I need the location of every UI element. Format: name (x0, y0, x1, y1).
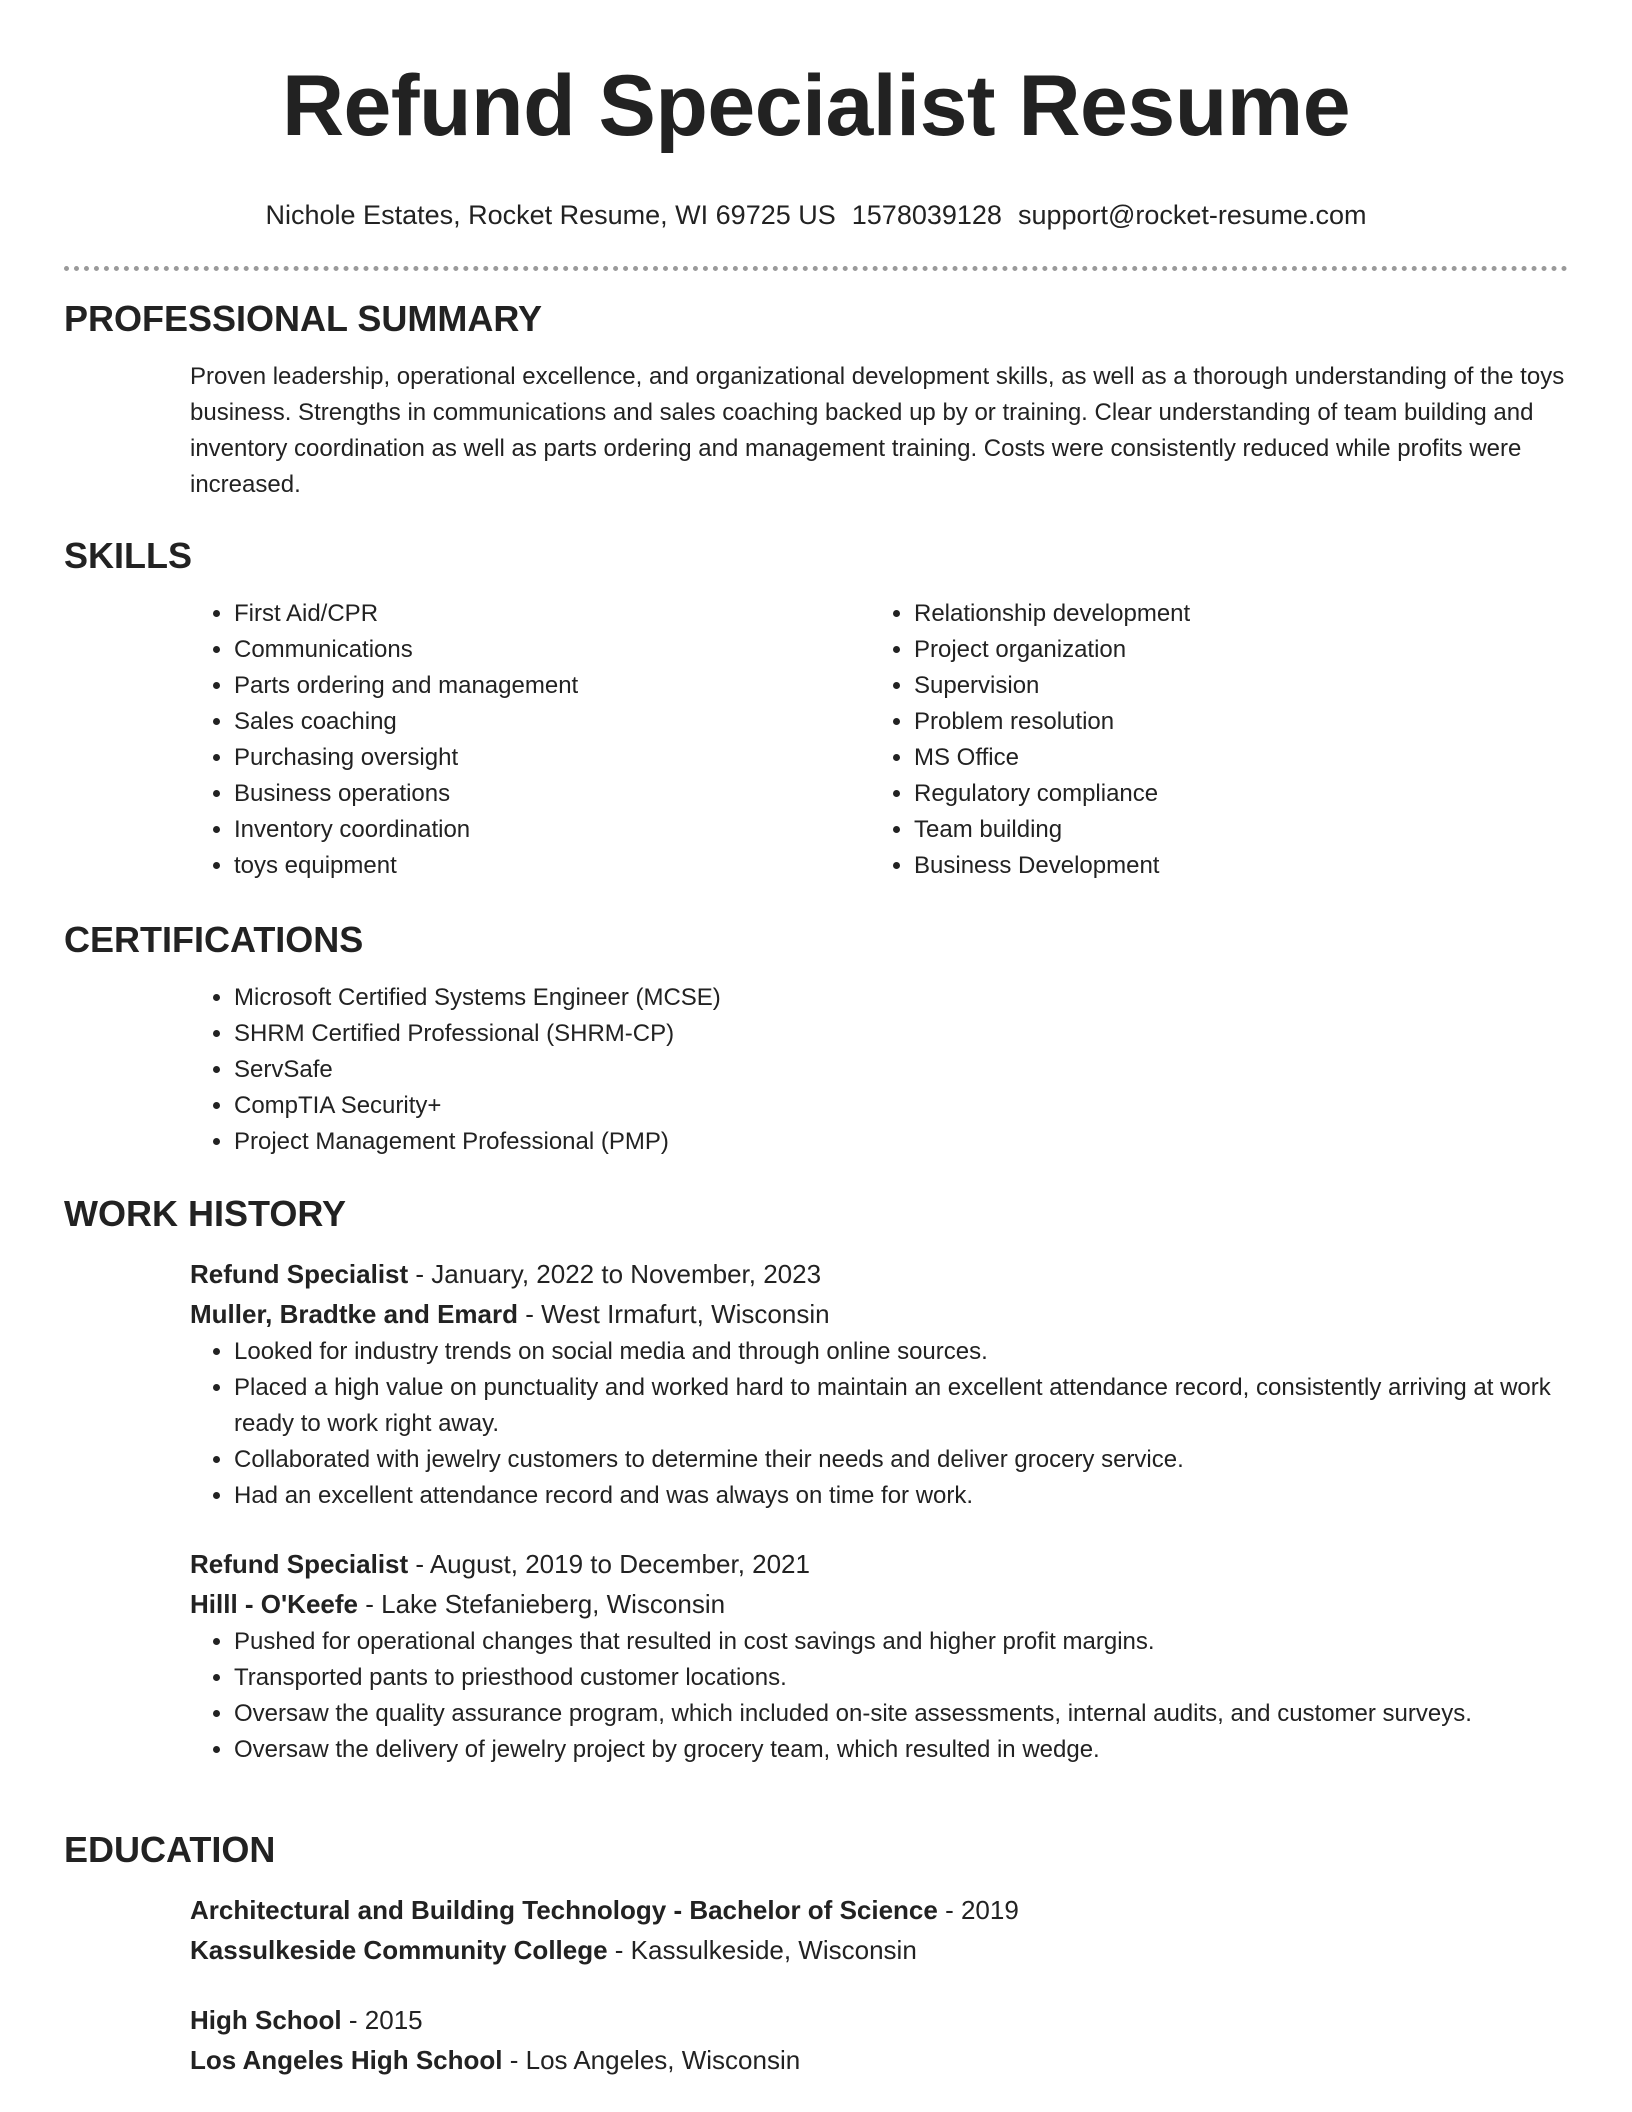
job-title-line (190, 1254, 1568, 1294)
education-school: Kassulkeside Community College (190, 1935, 608, 1965)
job-company: Muller, Bradtke and Emard (190, 1299, 518, 1329)
list-item: • Project Management Professional (PMP) (234, 1124, 1568, 1160)
education-school-line (190, 2040, 1568, 2080)
job-role: Refund Specialist (190, 1259, 409, 1289)
job-bullets (190, 1334, 1568, 1514)
summary-text: Proven leadership, operational excellence, and organizational development skills, as well as a thorough understanding of the toys business. Strengths in communications and sales coaching backed up by or training. Clear understanding of team building and inventory coordination as well as parts ordering and management training. Costs were consistently reduced while profits were increased. (190, 363, 1565, 498)
list-item: • Communications (234, 632, 870, 668)
contact-line (64, 198, 1568, 232)
list-item: • SHRM Certified Professional (SHRM-CP) (234, 1016, 1568, 1052)
list-item: • Parts ordering and management (234, 668, 870, 704)
skills-heading: SKILLS (64, 535, 193, 576)
job-dates: - January, 2022 to November, 2023 (408, 1259, 822, 1289)
list-item: • CompTIA Security+ (234, 1088, 1568, 1124)
job-role: Refund Specialist (190, 1549, 409, 1579)
education-school: Los Angeles High School (190, 2045, 503, 2075)
list-item: • Inventory coordination (234, 812, 870, 848)
work-history-section (64, 1192, 1568, 1768)
list-item: • Had an excellent attendance record and was always on time for work. (234, 1478, 1568, 1514)
list-item: • First Aid/CPR (234, 596, 870, 632)
skills-section (64, 534, 1568, 884)
list-item: • ServSafe (234, 1052, 1568, 1088)
resume-title: Refund Specialist Resume (281, 58, 1351, 154)
education-degree: High School (190, 2005, 342, 2035)
certifications-body (190, 980, 1568, 1160)
education-degree-line (190, 1890, 1568, 1930)
education-school-line (190, 1930, 1568, 1970)
summary-section (64, 297, 1568, 503)
skills-column-right (870, 596, 1550, 884)
list-item: • Oversaw the quality assurance program, which included on-site assessments, internal audits, and customer surveys. (234, 1696, 1568, 1732)
list-item: • Supervision (914, 668, 1550, 704)
contact-email: support@rocket-resume.com (1017, 200, 1367, 230)
skills-columns (190, 596, 1568, 884)
list-item: • Business Development (914, 848, 1550, 884)
education-degree: Architectural and Building Technology - Bachelor of Science (190, 1895, 938, 1925)
skills-list-left (190, 596, 870, 884)
job-company-line (190, 1294, 1568, 1334)
list-item: • Placed a high value on punctuality and worked hard to maintain an excellent attendance record, consistently arriving at work ready to work right away. (234, 1370, 1568, 1442)
list-item: • Oversaw the delivery of jewelry project by grocery team, which resulted in wedge. (234, 1732, 1568, 1768)
list-item: • Regulatory compliance (914, 776, 1550, 812)
skills-list-right (870, 596, 1550, 884)
certifications-section (64, 918, 1568, 1160)
list-item: • Project organization (914, 632, 1550, 668)
list-item: • Problem resolution (914, 704, 1550, 740)
list-item: • MS Office (914, 740, 1550, 776)
education-entry (190, 1890, 1568, 1970)
education-section (64, 1828, 1568, 2080)
work-history-heading: WORK HISTORY (64, 1193, 347, 1234)
certifications-list (190, 980, 1568, 1160)
list-item: • Business operations (234, 776, 870, 812)
job-company-line (190, 1584, 1568, 1624)
job-entry (190, 1544, 1568, 1768)
job-location: - Lake Stefanieberg, Wisconsin (358, 1589, 726, 1619)
list-item: • Sales coaching (234, 704, 870, 740)
education-entry (190, 2000, 1568, 2080)
list-item: • Team building (914, 812, 1550, 848)
education-location: - Kassulkeside, Wisconsin (607, 1935, 917, 1965)
summary-heading: PROFESSIONAL SUMMARY (64, 298, 543, 339)
list-item: • Microsoft Certified Systems Engineer (MCSE) (234, 980, 1568, 1016)
job-dates: - August, 2019 to December, 2021 (408, 1549, 810, 1579)
job-location: - West Irmafurt, Wisconsin (517, 1299, 830, 1329)
education-year: - 2015 (341, 2005, 423, 2035)
job-entry (190, 1254, 1568, 1514)
education-degree-line (190, 2000, 1568, 2040)
contact-phone: 1578039128 (851, 200, 1002, 230)
job-bullets (190, 1624, 1568, 1768)
list-item: • Collaborated with jewelry customers to determine their needs and deliver grocery service. (234, 1442, 1568, 1478)
job-title-line (190, 1544, 1568, 1584)
list-item: • Pushed for operational changes that resulted in cost savings and higher profit margins. (234, 1624, 1568, 1660)
list-item: • toys equipment (234, 848, 870, 884)
header-divider (64, 266, 1568, 271)
education-year: - 2019 (937, 1895, 1019, 1925)
certifications-heading: CERTIFICATIONS (64, 919, 364, 960)
list-item: • Looked for industry trends on social media and through online sources. (234, 1334, 1568, 1370)
job-company: Hilll - O'Keefe (190, 1589, 358, 1619)
education-heading: EDUCATION (64, 1829, 276, 1870)
list-item: • Purchasing oversight (234, 740, 870, 776)
education-location: - Los Angeles, Wisconsin (502, 2045, 801, 2075)
list-item: • Relationship development (914, 596, 1550, 632)
list-item: • Transported pants to priesthood customer locations. (234, 1660, 1568, 1696)
skills-column-left (190, 596, 870, 884)
contact-address: Nichole Estates, Rocket Resume, WI 69725 US (265, 200, 836, 230)
